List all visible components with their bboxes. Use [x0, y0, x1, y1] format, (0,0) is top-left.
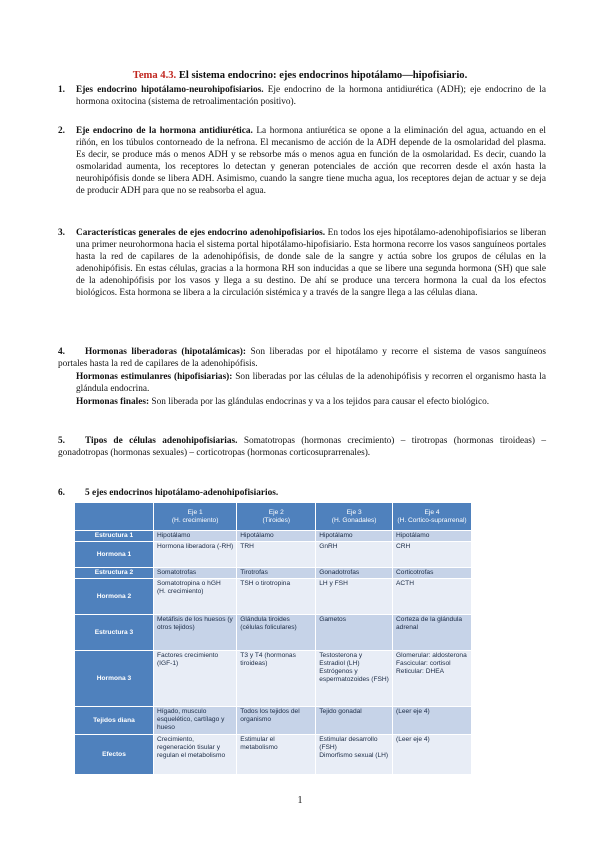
section-1-paragraph: [76, 85, 546, 109]
table-header-row: [75, 503, 472, 531]
table-cell: CRH: [393, 542, 472, 568]
section-1-number: 1.: [58, 85, 65, 95]
table-row: [75, 568, 472, 579]
table-cell: Testosterona y Estradiol (LH) Estrógenos y espermatozoides (FSH): [316, 651, 393, 707]
table-cell: Corteza de la glándula adrenal: [393, 615, 472, 651]
section-4-sub-1-text: Son liberadas por las células de la adenohipófisis y recorren el organismo hasta la glándula endocrina.: [76, 372, 546, 394]
table-cell: Gametos: [316, 615, 393, 651]
title-text: El sistema endocrino: ejes endocrinos hipotálamo—hipofisiario.: [176, 70, 468, 81]
table-cell: Corticotrofas: [393, 568, 472, 579]
table-cell: Hígado, musculo esquelético, cartílago y hueso: [153, 707, 236, 735]
row-label: Hormona 1: [75, 542, 154, 568]
ejes-table: [74, 502, 472, 775]
table-cell: Hipotálamo: [153, 531, 236, 542]
section-4-sub-2-heading: Hormonas finales:: [76, 397, 150, 407]
table-cell: Hormona liberadora (-RH): [153, 542, 236, 568]
row-label: Efectos: [75, 735, 154, 775]
section-6-heading: 5 ejes endocrinos hipotálamo-adenohipofisiarios.: [85, 488, 279, 498]
table-row: [75, 579, 472, 615]
section-2-number: 2.: [58, 126, 65, 136]
row-label: Estructura 2: [75, 568, 154, 579]
section-4-sub-2: [76, 397, 546, 409]
section-3-heading: Características generales de ejes endocrino adenohipofisiarios.: [76, 228, 326, 238]
table-row: [75, 531, 472, 542]
page-title: [0, 70, 600, 81]
section-6-number: 6.: [58, 488, 65, 498]
section-4-sub-1: [76, 372, 546, 396]
table-header-cell: Eje 4 (H. Cortico-suprarrenal): [393, 503, 472, 531]
section-5-heading: Tipos de células adenohipofisiarias.: [85, 436, 238, 446]
table-cell: Estimular el metabolismo: [237, 735, 316, 775]
section-1-text: Eje endocrino de la hormona antidiurética (ADH); eje endocrino de la hormona oxitocina (sistema de retroalimentación positivo).: [76, 85, 546, 107]
row-label: Estructura 1: [75, 531, 154, 542]
section-3-text: En todos los ejes hipotálamo-adenohipofisiarios se liberan una primer neurohormona hacia el sistema portal hipotálamo-hipofisiario. Esta hormona recorre los vasos sanguíneos portales hasta la red de capilares de la adenohipófisis, de donde sale de la sangre y actúa sobre los grupos de células en la adenohipófisis. En estas células, gracias a la hormona RH son inducidas a que se libere una segunda hormona (SH) que sale de la adenohipófisis por los vasos y llega a su destino. De ahí se produce una tercera hormona la cual da los efectos biológicos. Esta hormona se libera a la circulación sistémica y a través de la sangre llega a las células diana.: [76, 228, 546, 298]
table-cell: Hipotálamo: [237, 531, 316, 542]
table-row: [75, 707, 472, 735]
section-5-paragraph: [58, 436, 546, 460]
table-header-cell: [75, 503, 154, 531]
table-cell: Glomerular: aldosterona Fascicular: cortisol Reticular: DHEA: [393, 651, 472, 707]
table-cell: Gonadotrofas: [316, 568, 393, 579]
table-header-cell: Eje 3 (H. Gonadales): [316, 503, 393, 531]
section-4-number: 4.: [58, 347, 65, 357]
section-3-paragraph: [76, 228, 546, 299]
table-row: [75, 615, 472, 651]
section-2-text: La hormona antiurética se opone a la eliminación del agua, actuando en el riñón, en los túbulos contorneado de la nefrona. El mecanismo de acción de la ADH depende de la osmolaridad del plasma. Es decir, se produce más o menos ADH y se rebsorbe más o menos agua en función de la osmolaridad. Es decir, cuando la osmolaridad aumenta, los receptores lo detectan y generan potenciales de acción que recorren desde el axón hasta la neurohipófisis donde se libera ADH. Asimismo, cuando la sangre tiene mucha agua, los receptores dejan de actuar y se deja de producir ADH para que no se reabsorba el agua.: [76, 126, 547, 196]
row-label: Hormona 3: [75, 651, 154, 707]
table-cell: Tejido gonadal: [316, 707, 393, 735]
section-6-heading-line: [85, 488, 555, 500]
table-cell: Metáfisis de los huesos (y otros tejidos): [153, 615, 236, 651]
table-cell: Factores crecimiento (IGF-1): [153, 651, 236, 707]
table-cell: Crecimiento, regeneración tisular y regulan el metabolismo: [153, 735, 236, 775]
table-row: [75, 542, 472, 568]
table-row: [75, 651, 472, 707]
table-cell: (Leer eje 4): [393, 735, 472, 775]
section-5-number: 5.: [58, 436, 65, 446]
section-3-number: 3.: [58, 228, 65, 238]
table-cell: TRH: [237, 542, 316, 568]
table-cell: Hipotálamo: [316, 531, 393, 542]
page-number: 1: [297, 795, 303, 806]
row-label: Estructura 3: [75, 615, 154, 651]
table-cell: GnRH: [316, 542, 393, 568]
title-prefix: Tema 4.3.: [132, 70, 177, 81]
section-2-paragraph: [76, 126, 546, 197]
table-cell: (Leer eje 4): [393, 707, 472, 735]
table-cell: Somatotrofas: [153, 568, 236, 579]
section-2-heading: Eje endocrino de la hormona antidiurética.: [76, 126, 253, 136]
table-cell: Glándula tiroides (células foliculares): [237, 615, 316, 651]
section-4-text: Son liberadas por el hipotálamo y recorre el sistema de vasos sanguíneos portales hasta la red de capilares de la adenohipófisis.: [58, 347, 546, 369]
section-4-paragraph: [58, 347, 546, 371]
table-cell: T3 y T4 (hormonas tiroideas): [237, 651, 316, 707]
section-4-sub-1-heading: Hormonas estimulanres (hipofisiarias):: [76, 372, 233, 382]
table-cell: ACTH: [393, 579, 472, 615]
row-label: Tejidos diana: [75, 707, 154, 735]
table-row: [75, 735, 472, 775]
table-cell: Somatotropina o hGH (H. crecimiento): [153, 579, 236, 615]
section-4-sub-2-text: Son liberada por las glándulas endocrinas y va a los tejidos para causar el efecto biológico.: [149, 397, 490, 407]
table-cell: Todos los tejidos del organismo: [237, 707, 316, 735]
section-4-heading: Hormonas liberadoras (hipotalámicas):: [85, 347, 246, 357]
table-header-cell: Eje 2 (Tiroides): [237, 503, 316, 531]
table-cell: LH y FSH: [316, 579, 393, 615]
section-5-text: Somatotropas (hormonas crecimiento) – tirotropas (hormonas tiroideas) – gonadotropas (hormonas sexuales) – corticotropas (hormonas corticosuprarrenales).: [58, 436, 546, 458]
table-header-cell: Eje 1 (H. crecimiento): [153, 503, 236, 531]
table-cell: Estimular desarrollo (FSH) Dimorfismo sexual (LH): [316, 735, 393, 775]
table-cell: Hipotálamo: [393, 531, 472, 542]
table-cell: Tirotrofas: [237, 568, 316, 579]
table-cell: TSH o tirotropina: [237, 579, 316, 615]
section-1-heading: Ejes endocrino hipotálamo-neurohipofisiarios.: [76, 85, 264, 95]
row-label: Hormona 2: [75, 579, 154, 615]
